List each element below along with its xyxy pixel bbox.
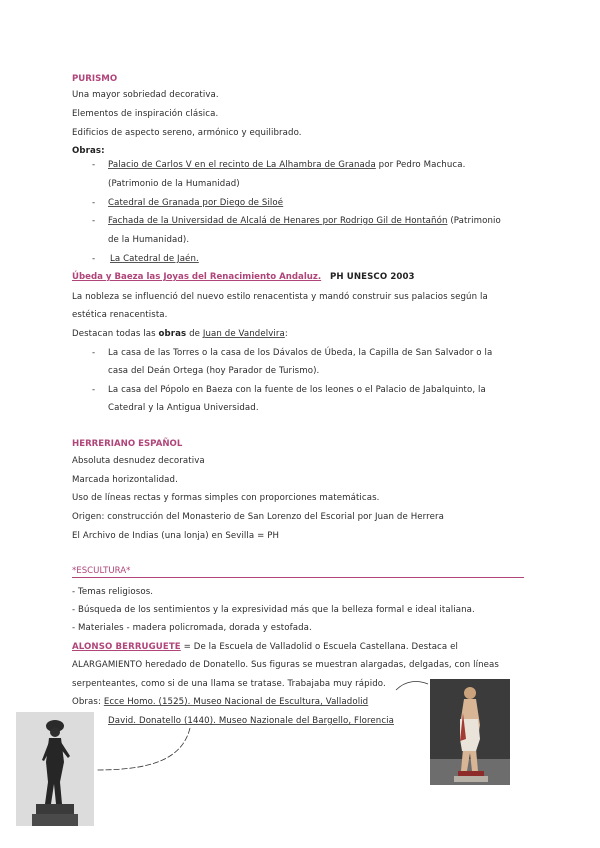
purismo-heading: PURISMO (72, 74, 118, 84)
list-dash: - (92, 254, 96, 264)
text-fragment: = De la Escuela de Valladolid o Escuela Castellana. Destaca el (180, 642, 458, 652)
statue-silhouette (16, 712, 94, 826)
ubeda-badge: PH UNESCO 2003 (330, 272, 415, 282)
herreriano-heading: HERRERIANO ESPAÑOL (72, 439, 183, 449)
obra-title: Ecce Homo. (1525). Museo Nacional de Escultura, Valladolid (103, 697, 369, 707)
berruguete-line: serpenteantes, como si de una llama se tratase. Trabajaba muy rápido. (72, 679, 386, 689)
escultura-line: - Materiales - madera policromada, dorada y estofada. (72, 623, 312, 633)
ubeda-heading: Úbeda y Baeza las Joyas del Renacimiento Andaluz. (72, 272, 322, 282)
obra-rest: por Pedro Machuca. (375, 160, 466, 170)
connector-left (96, 728, 190, 770)
obra-title: Palacio de Carlos V en el recinto de La Alhambra de Granada (108, 160, 376, 170)
obra-title: La Catedral de Jaén. (110, 254, 199, 264)
ubeda-item-line: Catedral y la Antigua Universidad. (108, 403, 259, 413)
ubeda-item-line: La casa de las Torres o la casa de los Dávalos de Úbeda, la Capilla de San Salvador o la (108, 348, 493, 358)
ubeda-paragraph: La nobleza se influenció del nuevo estilo renacentista y mandó construir sus palacios según la (72, 292, 488, 302)
purismo-obras-label: Obras: (72, 146, 105, 156)
obra-title: Catedral de Granada por Diego de Siloé (108, 198, 284, 208)
statue-polychrome (430, 679, 510, 785)
obra-title: Fachada de la Universidad de Alcalá de Henares por Rodrigo Gil de Hontañón (108, 216, 448, 226)
connector-right (396, 682, 428, 690)
purismo-obra-line2: de la Humanidad). (108, 235, 190, 245)
purismo-line: Una mayor sobriedad decorativa. (72, 90, 219, 100)
herreriano-line: Absoluta desnudez decorativa (72, 456, 205, 466)
text-fragment: Obras: (72, 697, 104, 707)
herreriano-line: Marcada horizontalidad. (72, 475, 178, 485)
purismo-obra-line2: (Patrimonio de la Humanidad) (108, 179, 240, 189)
escultura-heading: *ESCULTURA* (72, 566, 131, 576)
list-dash: - (92, 198, 96, 208)
list-dash: - (92, 348, 96, 358)
text-bold: obras (158, 329, 187, 339)
herreriano-line: El Archivo de Indias (una lonja) en Sevilla = PH (72, 531, 280, 541)
ubeda-paragraph: estética renacentista. (72, 310, 168, 320)
ubeda-item-line: casa del Deán Ortega (hoy Parador de Turismo). (108, 366, 320, 376)
photo-ecce-homo (430, 679, 510, 785)
list-dash: - (92, 385, 96, 395)
text-fragment: : (284, 329, 288, 339)
ubeda-item-line: La casa del Pópolo en Baeza con la fuente de los leones o el Palacio de Jabalquinto, la (108, 385, 486, 395)
herreriano-line: Origen: construcción del Monasterio de San Lorenzo del Escorial por Juan de Herrera (72, 512, 444, 522)
berruguete-line: ALARGAMIENTO heredado de Donatello. Sus figuras se muestran alargadas, delgadas, con líneas (72, 660, 499, 670)
herreriano-line: Uso de líneas rectas y formas simples con proporciones matemáticas. (72, 493, 380, 503)
escultura-line: - Temas religiosos. (72, 587, 154, 597)
obra-rest: (Patrimonio (447, 216, 501, 226)
escultura-line: - Búsqueda de los sentimientos y la expresividad más que la belleza formal e ideal italiana. (72, 605, 475, 615)
photo-david-donatello (16, 712, 94, 826)
obra-title: David. Donatello (1440). Museo Nazionale del Bargello, Florencia (108, 716, 394, 726)
list-dash: - (92, 160, 96, 170)
purismo-line: Edificios de aspecto sereno, armónico y equilibrado. (72, 128, 302, 138)
artist-name: ALONSO BERRUGUETE (72, 642, 181, 652)
text-fragment: de (186, 329, 203, 339)
list-dash: - (92, 216, 96, 226)
architect-name: Juan de Vandelvira (202, 329, 285, 339)
text-fragment: Destacan todas las (72, 329, 159, 339)
purismo-line: Elementos de inspiración clásica. (72, 109, 219, 119)
